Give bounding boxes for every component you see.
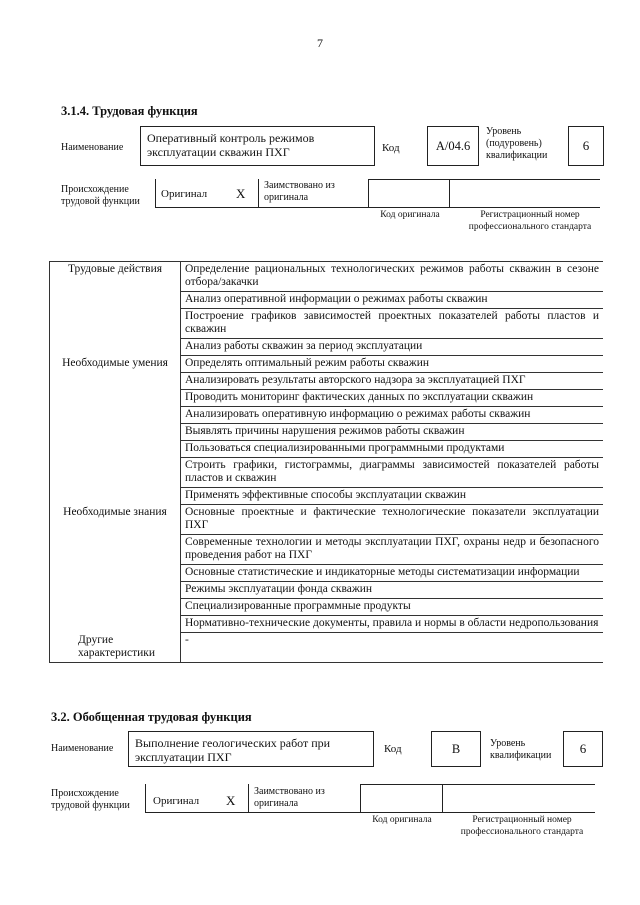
category-cell: Необходимые знания bbox=[50, 505, 181, 633]
divider bbox=[368, 179, 369, 208]
original-label: Оригинал bbox=[161, 188, 208, 200]
page-number: 7 bbox=[317, 36, 323, 50]
level-box: 6 bbox=[568, 126, 604, 166]
table-row bbox=[50, 633, 604, 663]
divider bbox=[360, 784, 595, 785]
table-cell: Основные проектные и фактические технологические показатели эксплуатации ПХГ bbox=[181, 505, 604, 535]
borrowed-label: Заимствовано из оригинала bbox=[264, 180, 335, 203]
level-label: Уровень (подуровень) квалификации bbox=[486, 126, 548, 161]
divider bbox=[360, 784, 361, 812]
section-title-3-2: 3.2. Обобщенная трудовая функция bbox=[51, 710, 252, 724]
category-cell: Другие характеристики bbox=[50, 633, 181, 663]
borrowed-label: Заимствовано из оригинала bbox=[254, 786, 325, 809]
name-label: Наименование bbox=[61, 142, 124, 153]
origin-row-frame bbox=[155, 179, 600, 208]
code-original-label: Код оригинала bbox=[380, 210, 440, 220]
original-label: Оригинал bbox=[153, 795, 200, 807]
table-cell: Анализ оперативной информации о режимах работы скважин bbox=[181, 292, 604, 309]
divider bbox=[145, 784, 146, 812]
reg-number-label: Регистрационный номер профессионального стандарта bbox=[460, 815, 584, 837]
category-cell: Необходимые умения bbox=[50, 356, 181, 505]
table-row bbox=[50, 262, 604, 292]
table-cell: Специализированные программные продукты bbox=[181, 599, 604, 616]
code-label: Код bbox=[382, 142, 400, 154]
name-label: Наименование bbox=[51, 743, 114, 754]
origin-label: Происхождение трудовой функции bbox=[51, 788, 130, 811]
table-cell: Режимы эксплуатации фонда скважин bbox=[181, 582, 604, 599]
section-title-3-1-4: 3.1.4. Трудовая функция bbox=[61, 104, 198, 118]
table-cell: Построение графиков зависимостей проектных показателей работы пластов и скважин bbox=[181, 309, 604, 339]
table-cell: Применять эффективные способы эксплуатации скважин bbox=[181, 488, 604, 505]
divider bbox=[449, 179, 450, 208]
reg-number-label: Регистрационный номер профессионального стандарта bbox=[468, 210, 592, 232]
function-name-box: Оперативный контроль режимов эксплуатации скважин ПХГ bbox=[140, 126, 375, 166]
code-original-label: Код оригинала bbox=[372, 815, 432, 825]
table-cell: Современные технологии и методы эксплуатации ПХГ, охраны недр и безопасного проведения работ на ПХГ bbox=[181, 535, 604, 565]
table-row bbox=[50, 356, 604, 373]
original-mark: X bbox=[226, 793, 236, 808]
code-label: Код bbox=[384, 743, 402, 755]
divider bbox=[145, 812, 595, 813]
table-cell: Нормативно-технические документы, правила и нормы в области недропользования bbox=[181, 616, 604, 633]
function-details-table bbox=[49, 261, 603, 663]
divider bbox=[258, 179, 259, 208]
table-cell: Анализировать оперативную информацию о режимах работы скважин bbox=[181, 407, 604, 424]
code-box: А/04.6 bbox=[427, 126, 479, 166]
category-cell: Трудовые действия bbox=[50, 262, 181, 356]
level-box: 6 bbox=[563, 731, 603, 767]
origin-label: Происхождение трудовой функции bbox=[61, 184, 140, 207]
table-cell: Выявлять причины нарушения режимов работы скважин bbox=[181, 424, 604, 441]
divider bbox=[248, 784, 249, 812]
function-name-box: Выполнение геологических работ при эксплуатации ПХГ bbox=[128, 731, 374, 767]
original-mark: X bbox=[236, 186, 246, 201]
table-cell: Основные статистические и индикаторные методы систематизации информации bbox=[181, 565, 604, 582]
table-cell: Пользоваться специализированными программными продуктами bbox=[181, 441, 604, 458]
table-cell: Строить графики, гистограммы, диаграммы зависимостей показателей работы пластов и скважин bbox=[181, 458, 604, 488]
table-cell: Анализировать результаты авторского надзора за эксплуатацией ПХГ bbox=[181, 373, 604, 390]
table-cell: - bbox=[181, 633, 604, 663]
table-cell: Определение рациональных технологических режимов работы скважин в сезоне отбора/закачки bbox=[181, 262, 604, 292]
divider bbox=[442, 784, 443, 812]
table-cell: Определять оптимальный режим работы скважин bbox=[181, 356, 604, 373]
code-box: В bbox=[431, 731, 481, 767]
level-label: Уровень квалификации bbox=[490, 738, 552, 761]
table-row bbox=[50, 505, 604, 535]
divider bbox=[368, 179, 600, 180]
table-cell: Анализ работы скважин за период эксплуатации bbox=[181, 339, 604, 356]
table-cell: Проводить мониторинг фактических данных по эксплуатации скважин bbox=[181, 390, 604, 407]
